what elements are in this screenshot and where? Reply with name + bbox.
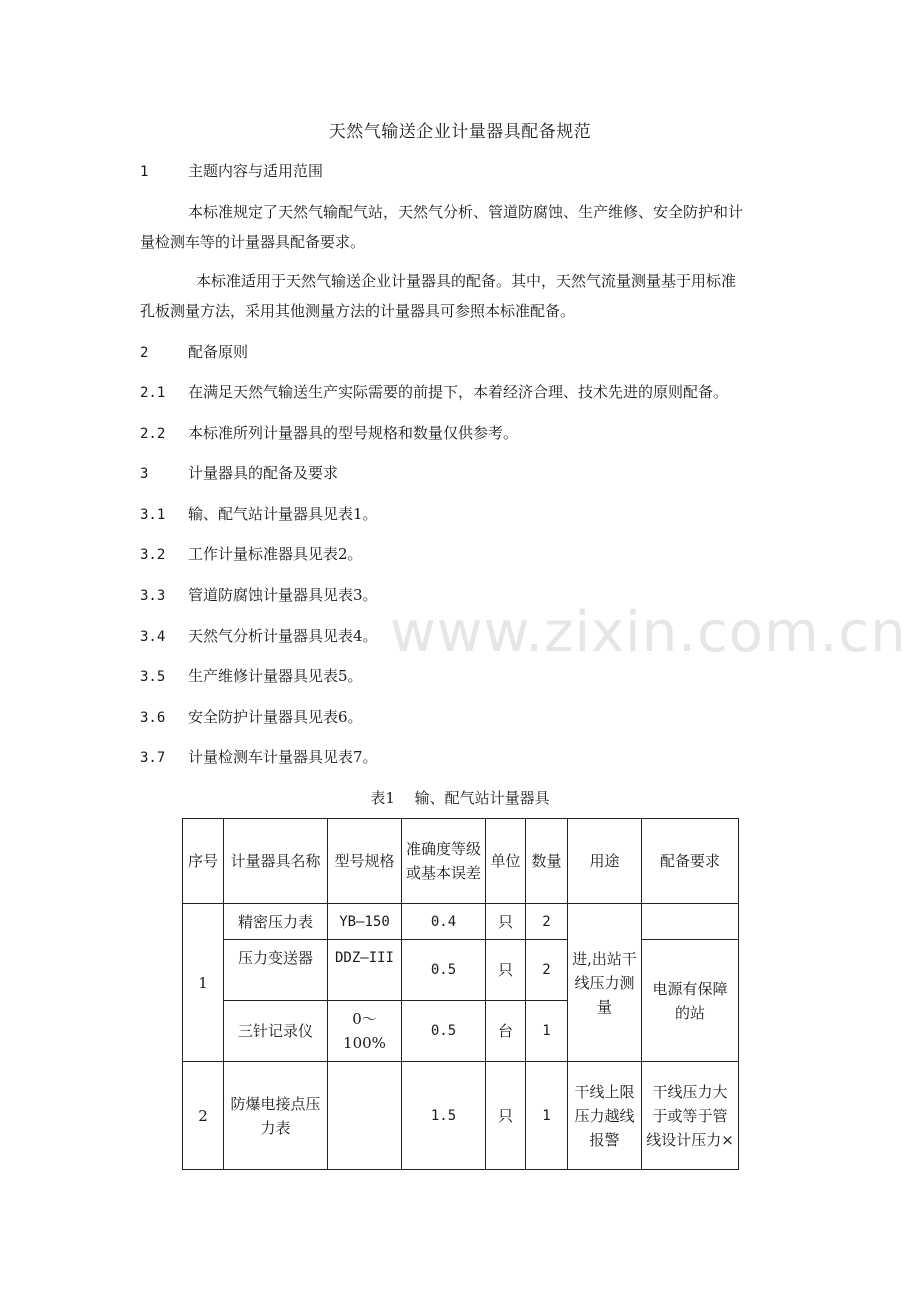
section-number: 3.4	[140, 629, 166, 645]
section-number: 3.3	[140, 588, 166, 604]
paragraph-1-line-1: 本标准规定了天然气输配气站，天然气分析、管道防腐蚀、生产维修、安全防护和计	[188, 203, 744, 221]
section-text: 生产维修计量器具见表5。	[188, 667, 363, 685]
section-3-4	[140, 625, 378, 646]
header-usage: 用途	[568, 819, 642, 904]
section-text: 天然气分析计量器具见表4。	[188, 627, 378, 645]
header-accuracy: 准确度等级或基本误差	[402, 819, 486, 904]
cell-unit: 只	[486, 940, 526, 1001]
header-name: 计量器具名称	[224, 819, 328, 904]
section-number: 3.5	[140, 669, 166, 685]
cell-name: 防爆电接点压力表	[224, 1062, 328, 1170]
paragraph-2-line-1: 本标准适用于天然气输送企业计量器具的配备。其中，天然气流量测量基于用标准	[196, 272, 737, 290]
section-heading: 配备原则	[188, 343, 249, 361]
cell-name: 三针记录仪	[224, 1001, 328, 1062]
section-2	[140, 341, 248, 362]
cell-qty: 1	[526, 1001, 568, 1062]
section-text: 本标准所列计量器具的型号规格和数量仅供参考。	[188, 424, 519, 442]
table-row	[183, 940, 739, 1001]
header-qty: 数量	[526, 819, 568, 904]
cell-accuracy: 0.4	[402, 904, 486, 940]
cell-qty: 2	[526, 940, 568, 1001]
section-heading: 计量器具的配备及要求	[188, 464, 339, 482]
section-text: 安全防护计量器具见表6。	[188, 708, 363, 726]
cell-model: YB—150	[328, 904, 402, 940]
header-model: 型号规格	[328, 819, 402, 904]
cell-model	[328, 1062, 402, 1170]
section-text: 输、配气站计量器具见表1。	[188, 505, 378, 523]
header-requirement: 配备要求	[642, 819, 739, 904]
cell-unit: 只	[486, 1062, 526, 1170]
table-header-row	[183, 819, 739, 904]
document-title: 天然气输送企业计量器具配备规范	[328, 122, 592, 142]
section-3-1	[140, 503, 378, 524]
cell-model: 0～100%	[328, 1001, 402, 1062]
section-3-7	[140, 746, 378, 767]
table-row	[183, 904, 739, 940]
cell-qty: 2	[526, 904, 568, 940]
section-heading: 主题内容与适用范围	[188, 162, 324, 180]
section-number: 2.2	[140, 426, 166, 442]
section-3-3	[140, 584, 378, 605]
cell-seq: 2	[183, 1062, 224, 1170]
equipment-table	[182, 818, 739, 1170]
section-number: 3.6	[140, 710, 166, 726]
section-text: 计量检测车计量器具见表7。	[188, 748, 378, 766]
watermark: www.zixin.com.cn	[390, 600, 907, 665]
section-number: 3	[140, 466, 149, 482]
header-unit: 单位	[486, 819, 526, 904]
cell-unit: 只	[486, 904, 526, 940]
section-number: 3.1	[140, 507, 166, 523]
section-3	[140, 462, 338, 483]
section-text: 工作计量标准器具见表2。	[188, 545, 363, 563]
section-text: 管道防腐蚀计量器具见表3。	[188, 586, 378, 604]
section-3-6	[140, 706, 363, 727]
section-number: 3.2	[140, 547, 166, 563]
cell-model: DDZ—III	[328, 940, 402, 1001]
cell-accuracy: 0.5	[402, 940, 486, 1001]
section-3-2	[140, 543, 363, 564]
paragraph-1-line-2: 量检测车等的计量器具配备要求。	[140, 233, 366, 251]
cell-requirement-group: 电源有保障的站	[642, 940, 739, 1062]
section-text: 在满足天然气输送生产实际需要的前提下，本着经济合理、技术先进的原则配备。	[188, 383, 729, 401]
section-1	[140, 160, 323, 181]
section-number: 3.7	[140, 750, 166, 766]
cell-accuracy: 0.5	[402, 1001, 486, 1062]
section-number: 1	[140, 164, 149, 180]
cell-accuracy: 1.5	[402, 1062, 486, 1170]
section-2-1	[140, 381, 728, 402]
cell-unit: 台	[486, 1001, 526, 1062]
header-seq: 序号	[183, 819, 224, 904]
paragraph-2-line-2: 孔板测量方法，采用其他测量方法的计量器具可参照本标准配备。	[140, 302, 576, 320]
cell-name: 精密压力表	[224, 904, 328, 940]
section-2-2	[140, 422, 518, 443]
cell-requirement: 干线压力大于或等于管线设计压力×	[642, 1062, 739, 1170]
cell-usage: 干线上限压力越线报警	[568, 1062, 642, 1170]
section-number: 2.1	[140, 385, 166, 401]
table-row	[183, 1062, 739, 1170]
section-number: 2	[140, 345, 149, 361]
cell-seq: 1	[183, 904, 224, 1062]
cell-name: 压力变送器	[224, 940, 328, 1001]
cell-qty: 1	[526, 1062, 568, 1170]
table-caption: 表1 输、配气站计量器具	[370, 789, 550, 807]
section-3-5	[140, 665, 363, 686]
cell-usage-group: 进,出站干线压力测量	[568, 904, 642, 1062]
cell-requirement-empty	[642, 904, 739, 940]
